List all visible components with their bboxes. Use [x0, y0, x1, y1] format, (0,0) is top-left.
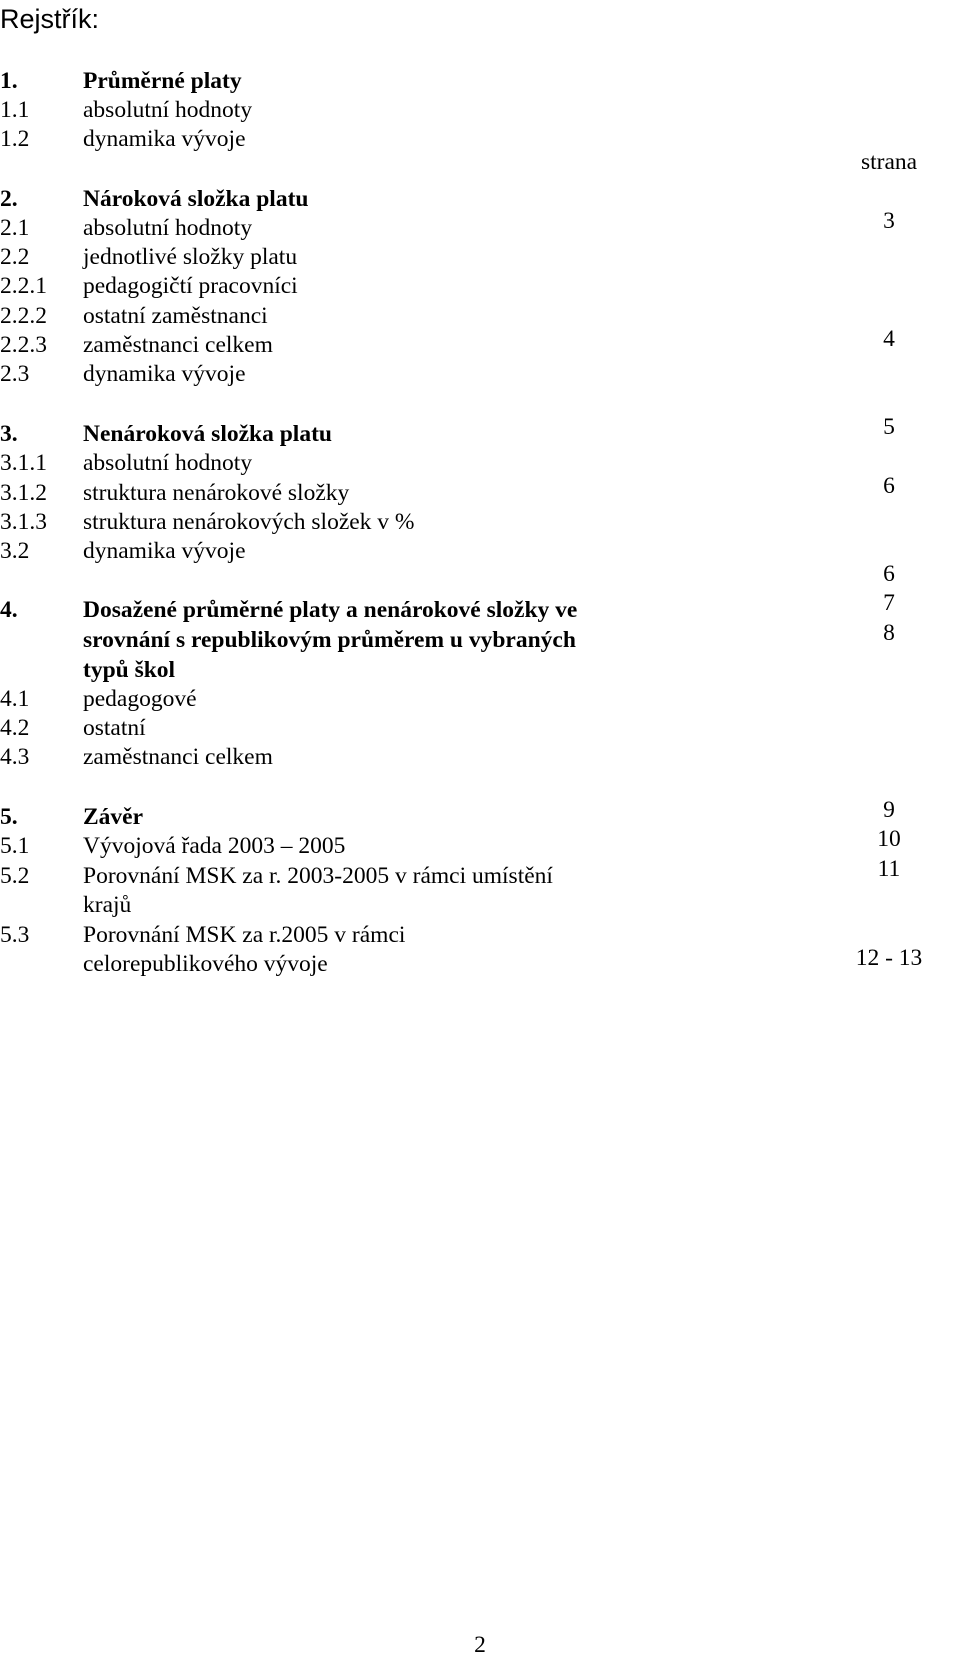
- toc-entry-text: Nároková složka platu: [83, 186, 309, 212]
- toc-entry-text: zaměstnanci celkem: [83, 332, 273, 358]
- toc-entry-text: ostatní zaměstnanci: [83, 303, 268, 329]
- toc-entry-text: dynamika vývoje: [83, 538, 246, 564]
- toc-entry-text: typů škol: [83, 657, 176, 683]
- toc-entry-number: 3.1.1: [0, 450, 47, 476]
- page-ref: 5: [883, 414, 895, 440]
- page-ref: 3: [883, 208, 895, 234]
- toc-entry-number: 3.: [0, 421, 18, 447]
- toc-entry-number: 3.1.2: [0, 480, 47, 506]
- toc-entry-text: dynamika vývoje: [83, 126, 246, 152]
- toc-entry-number: 1.: [0, 68, 18, 94]
- toc-entry-number: 5.2: [0, 863, 30, 889]
- toc-entry-number: 1.1: [0, 97, 30, 123]
- toc-entry-number: 4.3: [0, 744, 30, 770]
- toc-entry-number: 2.1: [0, 215, 30, 241]
- toc-entry-text: zaměstnanci celkem: [83, 744, 273, 770]
- toc-entry-number: 4.2: [0, 715, 30, 741]
- index-title: Rejstřík:: [0, 4, 100, 34]
- toc-entry-number: 2.3: [0, 361, 30, 387]
- toc-entry-number: 2.2.1: [0, 273, 47, 299]
- toc-entry-text: pedagogové: [83, 686, 197, 712]
- toc-entry-text: absolutní hodnoty: [83, 97, 253, 123]
- toc-entry-text: krajů: [83, 892, 132, 918]
- toc-entry-text: dynamika vývoje: [83, 361, 246, 387]
- page-ref: 10: [877, 826, 901, 852]
- toc-entry-text: celorepublikového vývoje: [83, 951, 328, 977]
- toc-entry-number: 2.2: [0, 244, 30, 270]
- toc-entry-number: 2.: [0, 186, 18, 212]
- toc-entry-number: 3.1.3: [0, 509, 47, 535]
- page-number: 2: [474, 1632, 486, 1658]
- page-ref: 12 - 13: [855, 945, 923, 971]
- page-ref: 7: [883, 590, 895, 616]
- toc-entry-text: struktura nenárokových složek v %: [83, 509, 415, 535]
- page-ref: 6: [883, 473, 895, 499]
- toc-entry-number: 3.2: [0, 538, 30, 564]
- toc-entry-number: 4.1: [0, 686, 30, 712]
- toc-entry-text: Dosažené průměrné platy a nenárokové složky ve: [83, 597, 578, 623]
- toc-entry-text: Porovnání MSK za r.2005 v rámci: [83, 922, 406, 948]
- toc-entry-text: srovnání s republikovým průměrem u vybraných: [83, 627, 576, 653]
- toc-entry-text: Nenároková složka platu: [83, 421, 332, 447]
- toc-entry-text: Vývojová řada 2003 – 2005: [83, 833, 346, 859]
- page-ref: 8: [883, 620, 895, 646]
- toc-entry-number: 2.2.2: [0, 303, 47, 329]
- strana-column-header: strana: [860, 149, 918, 175]
- toc-entry-number: 1.2: [0, 126, 30, 152]
- toc-entry-text: Průměrné platy: [83, 68, 242, 94]
- toc-entry-number: 4.: [0, 597, 18, 623]
- page-ref: 6: [883, 561, 895, 587]
- toc-entry-text: Porovnání MSK za r. 2003-2005 v rámci umístění: [83, 863, 553, 889]
- toc-entry-number: 2.2.3: [0, 332, 47, 358]
- toc-entry-text: absolutní hodnoty: [83, 215, 253, 241]
- toc-entry-text: pedagogičtí pracovníci: [83, 273, 298, 299]
- page-ref: 4: [883, 326, 895, 352]
- toc-entry-text: Závěr: [83, 804, 144, 830]
- toc-entry-number: 5.: [0, 804, 18, 830]
- toc-entry-text: struktura nenárokové složky: [83, 480, 350, 506]
- page-ref: 9: [883, 797, 895, 823]
- toc-entry-text: ostatní: [83, 715, 146, 741]
- toc-entry-text: absolutní hodnoty: [83, 450, 253, 476]
- toc-entry-text: jednotlivé složky platu: [83, 244, 298, 270]
- toc-entry-number: 5.3: [0, 922, 30, 948]
- page-ref: 11: [877, 856, 901, 882]
- toc-entry-number: 5.1: [0, 833, 30, 859]
